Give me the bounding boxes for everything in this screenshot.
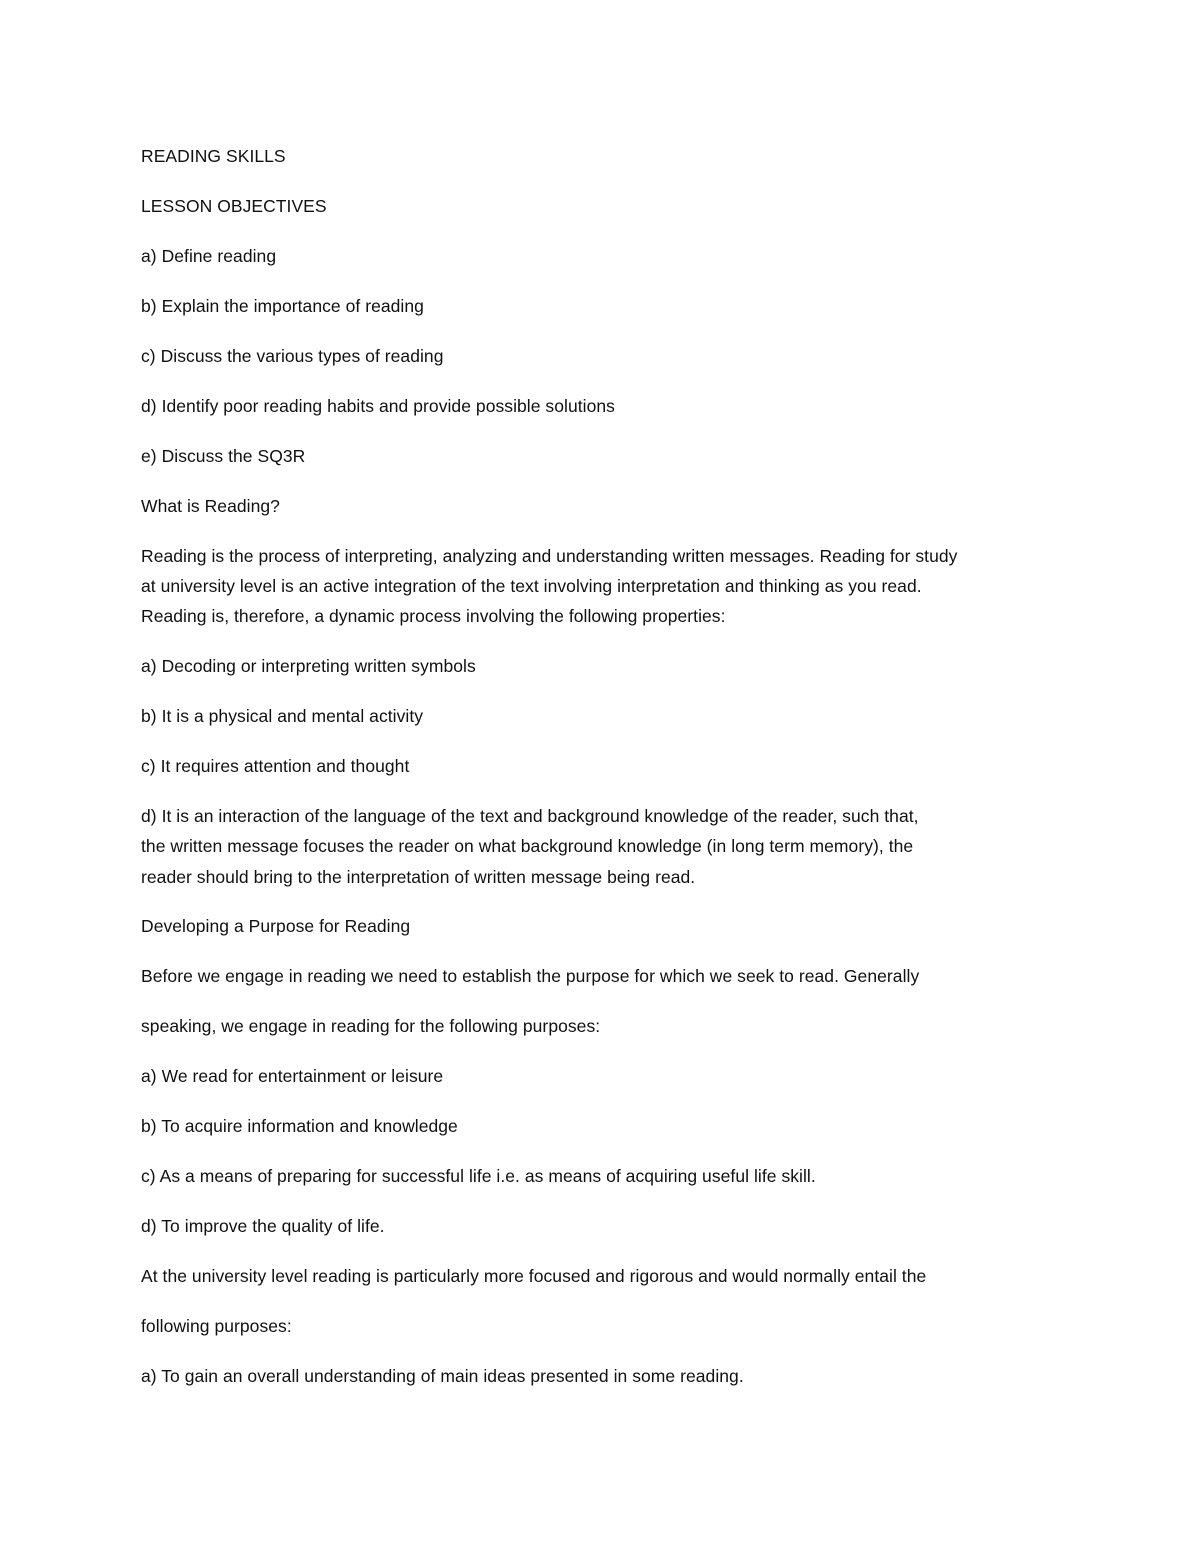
reading-property-d-line: the written message focuses the reader on what background knowledge (in long term memory), the [141, 836, 914, 856]
purpose-heading: Developing a Purpose for Reading [141, 916, 411, 936]
purpose-intro-line: Before we engage in reading we need to establish the purpose for which we seek to read. Generally [141, 966, 920, 986]
reading-property-item: a) Decoding or interpreting written symbols [141, 656, 476, 676]
reading-property-item: c) It requires attention and thought [141, 756, 410, 776]
university-purpose-line: following purposes: [141, 1316, 292, 1336]
objective-item: d) Identify poor reading habits and provide possible solutions [141, 396, 615, 416]
purpose-item: a) We read for entertainment or leisure [141, 1066, 444, 1086]
reading-definition-line: at university level is an active integration of the text involving interpretation and thinking as you read. [141, 576, 922, 596]
reading-property-d-line: d) It is an interaction of the language of the text and background knowledge of the reader, such that, [141, 806, 919, 826]
reading-definition-line: Reading is, therefore, a dynamic process involving the following properties: [141, 606, 726, 626]
objective-item: e) Discuss the SQ3R [141, 446, 306, 466]
reading-property-item: b) It is a physical and mental activity [141, 706, 424, 726]
purpose-item: c) As a means of preparing for successful life i.e. as means of acquiring useful life skill. [141, 1166, 816, 1186]
objective-item: a) Define reading [141, 246, 277, 266]
purpose-item: b) To acquire information and knowledge [141, 1116, 458, 1136]
university-purpose-item: a) To gain an overall understanding of main ideas presented in some reading. [141, 1366, 744, 1386]
university-purpose-line: At the university level reading is particularly more focused and rigorous and would normally entail the [141, 1266, 927, 1286]
objective-item: c) Discuss the various types of reading [141, 346, 444, 366]
purpose-intro-line: speaking, we engage in reading for the following purposes: [141, 1016, 601, 1036]
reading-definition-line: Reading is the process of interpreting, analyzing and understanding written messages. Reading for study [141, 546, 958, 566]
what-is-reading-heading: What is Reading? [141, 496, 280, 516]
reading-property-d-line: reader should bring to the interpretation of written message being read. [141, 867, 696, 887]
purpose-item: d) To improve the quality of life. [141, 1216, 385, 1236]
objective-item: b) Explain the importance of reading [141, 296, 424, 316]
document-title: READING SKILLS [141, 146, 286, 166]
objectives-heading: LESSON OBJECTIVES [141, 196, 327, 216]
